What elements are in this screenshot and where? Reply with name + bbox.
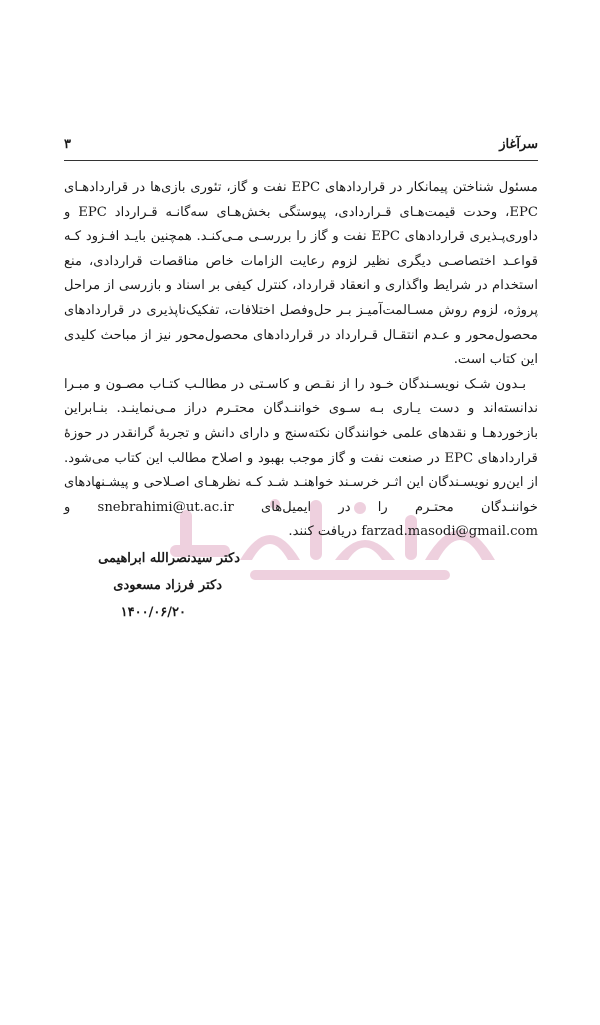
paragraph-2: بـدون شـک نویسـندگان خـود را از نقـص و کاسـتی در مطالـب کتـاب مصـون و مبـرا ندانسته‌اند و دست یـاری بـه سـوی خواننـدگان محتـرم دراز مـی‌نماینـد. بنـابراین بازخوردهـا و نقدهای علمی خوانندگان نکته‌سنج و دارای دانش و تجربهٔ گرانقدر در حوزهٔ قراردادهای EPC در صنعت نفت و گاز موجب بهبود و اصلاح مطالب این کتاب می‌شود. از این‌رو نویسـندگان این اثـر خرسـند خواهنـد شـد کـه نظرهـای اصـلاحی و پیشـنهادهای خواننـدگان محتـرم را در ایمیل‌های snebrahimi@ut.ac.ir و farzad.masodi@gmail.com دریافت کنند. bbox=[64, 376, 539, 540]
running-header bbox=[64, 132, 538, 156]
signature-block bbox=[60, 545, 240, 626]
page-number: ۳ bbox=[64, 136, 71, 152]
header-rule bbox=[64, 160, 538, 161]
body-text bbox=[64, 176, 538, 545]
running-header-title: سرآغاز bbox=[499, 136, 538, 152]
signature-date: ۱۴۰۰/۰۶/۲۰ bbox=[120, 605, 186, 620]
author-2-name: دکتر فرزاد مسعودی bbox=[113, 578, 222, 593]
paragraph-1: مسئول شناختن پیمانکار در قراردادهای EPC نفت و گاز، تئوری بازی‌ها در قراردادهـای EPC، وحدت قیمت‌هـای قـراردادی، پیوستگی بخش‌هـای سه‌گانـه قـرارداد EPC و داوری‌پـذیری قراردادهای EPC نفت و گاز را بررسـی مـی‌کنـد. همچنین بایـد افـزود کـه قواعـد اختصاصـی دیگری نظیر لزوم رعایت الزامات خاص مناقصات قراردادی، منع استخدام در شرایط واگذاری و انعقاد قرارداد، کنترل کیفی بر اسناد و بازرسی از مراحل پروژه، لزوم روش مسـالمت‌آمیـز بـر حل‌وفصل اختلافات، تفکیک‌ناپذیری در قراردادهای محصول‌محور و عـدم انتقـال قـرارداد در قراردادهای محصول‌محور نیز از مباحث کلیدی این کتاب است. bbox=[64, 180, 539, 368]
author-1-name: دکتر سیدنصرالله ابراهیمی bbox=[98, 551, 240, 566]
